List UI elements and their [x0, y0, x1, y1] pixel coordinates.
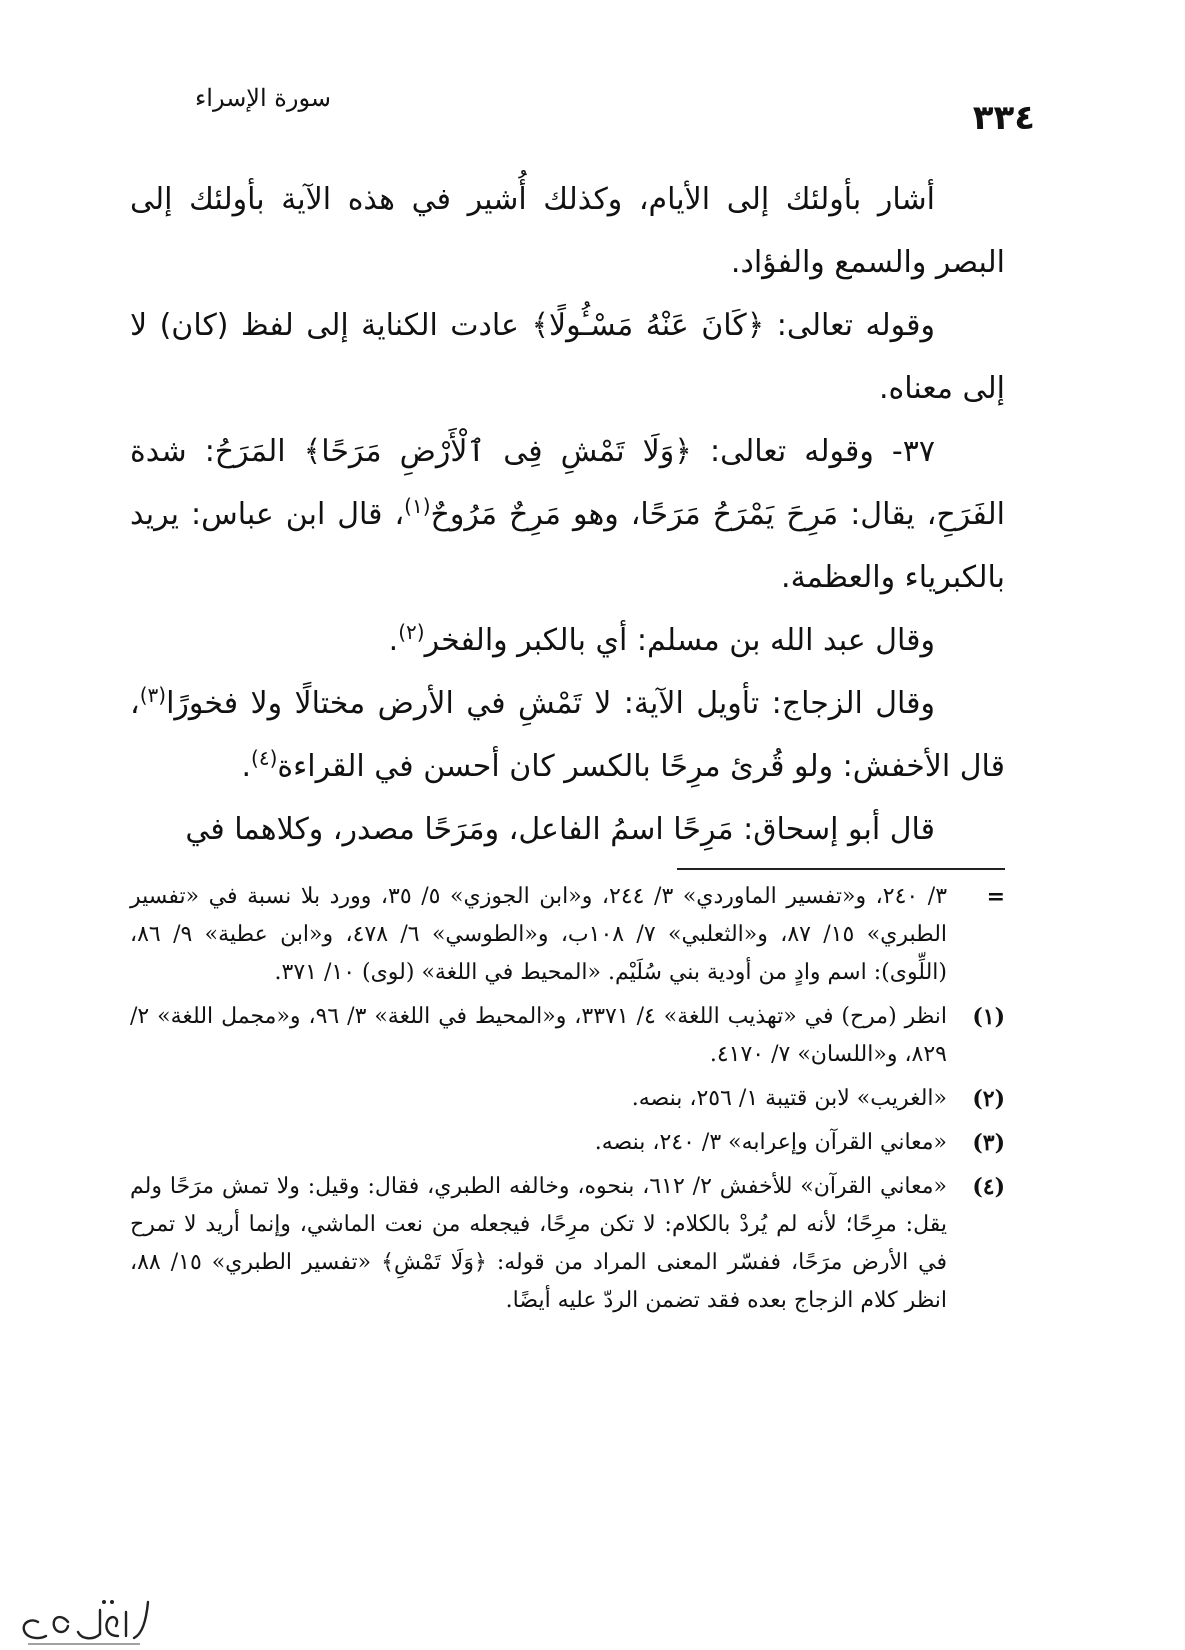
- paragraph: [130, 609, 1005, 672]
- paragraph-text: .: [241, 749, 252, 784]
- footnotes: [130, 878, 1005, 1326]
- paragraph-text: .: [388, 623, 399, 658]
- footnote: [130, 878, 1005, 992]
- paragraph-text: المَرَحُ: شدة الفَرَحِ، يقال: مَرِحَ يَمْرَحُ مَرَحًا، وهو مَرِحٌ مَرُوحٌ: [130, 434, 1005, 532]
- paragraph-text: ، قال ابن عباس: يريد بالكبرياء والعظمة.: [130, 497, 1005, 595]
- paragraph-text: قال أبو إسحاق: مَرِحًا اسمُ الفاعل، ومَرَحًا مصدر، وكلاهما في: [185, 812, 935, 847]
- quran-verse: ﴿كَانَ عَنْهُ مَسْـُٔولًا﴾: [531, 308, 765, 343]
- footnote-divider: [677, 868, 1005, 870]
- footnote-ref[interactable]: (٤): [251, 746, 278, 770]
- footnote-number: (٣): [972, 1130, 1005, 1156]
- paragraph: [130, 294, 1005, 420]
- footnote-text: ٣/ ٢٤٠، و«تفسير الماوردي» ٣/ ٢٤٤، و«ابن الجوزي» ٥/ ٣٥، وورد بلا نسبة في «تفسير الطبري» ١٥/ ٨٧، و«الثعلبي» ٧/ ١٠٨ب، و«الطوسي» ٦/ ٤٧٨، و«ابن عطية» ٩/ ٨٦، (اللِّوى): اسم وادٍ من أودية بني سُلَيْم. «المحيط في اللغة» (لوى) ١٠/ ٣٧١.: [130, 884, 948, 985]
- footnote: [130, 998, 1005, 1074]
- paragraph-text: وقال الزجاج: تأويل الآية: لا تَمْشِ في الأرض مختالًا ولا فخورًا: [166, 686, 935, 721]
- paragraph: [130, 798, 1005, 861]
- footnote-ref[interactable]: (٣): [139, 683, 167, 707]
- paragraph-text: ٣٧- وقوله تعالى:: [691, 434, 935, 469]
- footnote-text: انظر (مرح) في «تهذيب اللغة» ٤/ ٣٣٧١، و«المحيط في اللغة» ٣/ ٩٦، و«مجمل اللغة» ٢/ ٨٢٩، و«اللسان» ٧/ ٤١٧٠.: [130, 1004, 948, 1067]
- footnote-number: (٤): [972, 1174, 1005, 1200]
- footnote-text: «معاني القرآن» للأخفش ٢/ ٦١٢، بنحوه، وخالفه الطبري، فقال: وقيل: ولا تمش مرَحًا ولم يقل: مرِحًا؛ لأنه لم يُردْ بالكلام: لا تكن مرِحًا، فيجعله من نعت الماشي، وإنما أريد لا تمرح في الأرض مرَحًا، ففسّر المعنى المراد من قوله: ﴿وَلَا تَمْشِ﴾ «تفسير الطبري» ١٥/ ٨٨، انظر كلام الزجاج بعده فقد تضمن الردّ عليه أيضًا.: [130, 1174, 947, 1313]
- footnote-number: =: [986, 884, 1005, 910]
- footnote-number: (٢): [972, 1086, 1005, 1112]
- library-stamp-logo: [8, 1592, 158, 1647]
- paragraph: [130, 168, 1005, 294]
- paragraph-text: وقوله تعالى:: [764, 308, 936, 343]
- footnote-ref[interactable]: (٢): [398, 620, 425, 644]
- surah-title: سورة الإسراء: [195, 84, 331, 112]
- footnote: [130, 1124, 1005, 1162]
- paragraph-text: وقال عبد الله بن مسلم: أي بالكبر والفخر: [424, 623, 935, 658]
- paragraph-text: عادت الكناية إلى لفظ (كان) لا إلى معناه.: [130, 308, 1005, 406]
- page-header: [150, 70, 1035, 138]
- footnote: [130, 1168, 1005, 1320]
- paragraph-text: ، قال الأخفش: ولو قُرئ مرِحًا بالكسر كان أحسن في القراءة: [130, 686, 1005, 784]
- paragraph: [130, 420, 1005, 609]
- page-number: ٣٣٤: [972, 98, 1035, 138]
- main-text: [130, 168, 1005, 861]
- footnote-number: (١): [972, 1004, 1005, 1030]
- footnote-text: «معاني القرآن وإعرابه» ٣/ ٢٤٠، بنصه.: [594, 1130, 947, 1155]
- footnote-ref[interactable]: (١): [404, 494, 431, 518]
- paragraph-text: أشار بأولئك إلى الأيام، وكذلك أُشير في هذه الآية بأولئك إلى البصر والسمع والفؤاد.: [130, 182, 1005, 280]
- footnote: [130, 1080, 1005, 1118]
- footnote-text: «الغريب» لابن قتيبة ١/ ٢٥٦، بنصه.: [631, 1086, 947, 1111]
- paragraph: [130, 672, 1005, 798]
- quran-verse: ﴿وَلَا تَمْشِ فِى ٱلْأَرْضِ مَرَحًا﴾: [303, 434, 692, 469]
